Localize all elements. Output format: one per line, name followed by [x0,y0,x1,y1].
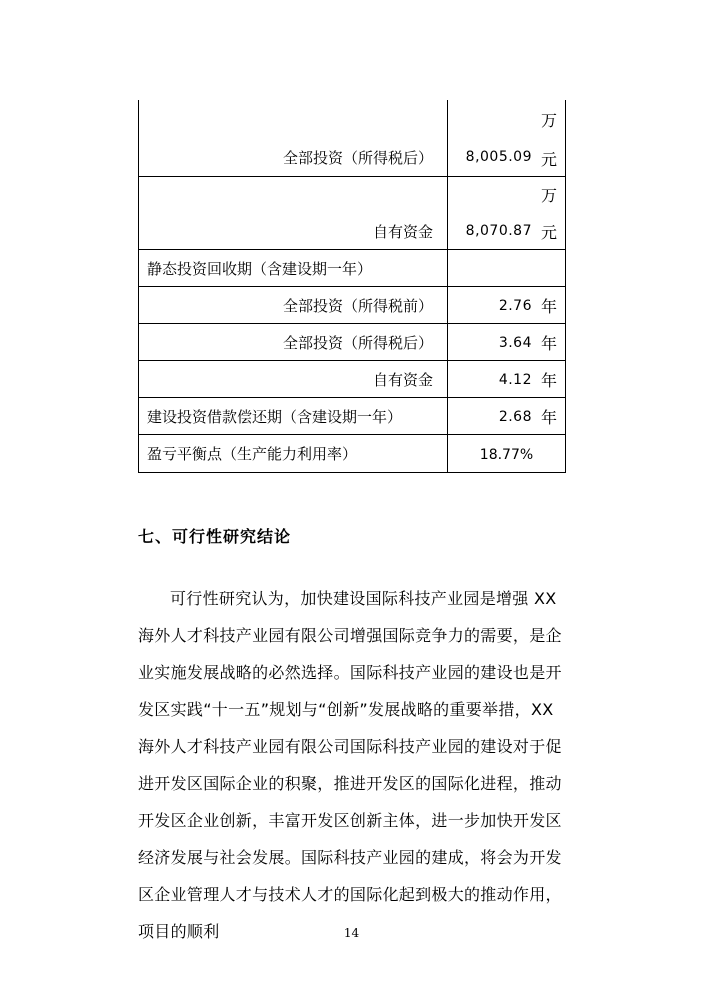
row-value: 3.64 [498,335,532,351]
row-label: 全部投资（所得税前） [282,297,433,315]
row-value: 8,070.87 [465,223,532,239]
paragraph-text: 可行性研究认为，加快建设国际科技产业园是增强 XX 海外人才科技产业园有限公司增强国际竞争力的需要，是企业实施发展战略的必然选择。国际科技产业园的建设也是开发区实践“十一五”规划与“创新”发展战略的重要举措，XX 海外人才科技产业园有限公司国际科技产业园的建设对于促进开发区国际企业的积聚，推进开发区的国际化进程，推动开发区企业创新，丰富开发区创新主体，进一步加快开发区经济发展与社会发展。国际科技产业园的建成，将会为开发区企业管理人才与技术人才的国际化起到极大的推动作用，项目的顺利 [138,589,562,941]
row-unit-line1: 万 [541,186,558,205]
row-unit: 年 [541,334,558,353]
table-row [138,250,566,287]
table-row [138,177,566,250]
row-label: 静态投资回收期（含建设期一年） [147,260,373,278]
row-label: 自有资金 [372,371,433,389]
row-value: 2.76 [498,298,532,314]
table-row [138,398,566,435]
row-value: 18.77% [479,447,534,463]
table-row [138,435,566,473]
row-unit: 年 [541,408,558,427]
body-paragraph [138,580,568,950]
row-value: 4.12 [498,372,532,388]
table-row [138,287,566,324]
row-unit: 年 [541,371,558,390]
row-label: 盈亏平衡点（生产能力利用率） [147,445,358,463]
page-number: 14 [343,926,360,940]
row-unit-line1: 万 [541,111,558,130]
row-label: 全部投资（所得税后） [282,149,433,167]
row-label: 全部投资（所得税后） [282,334,433,352]
table-row [138,100,566,177]
section-heading: 七、可行性研究结论 [138,527,292,546]
table-row [138,324,566,361]
row-value: 8,005.09 [465,149,532,165]
row-label: 自有资金 [372,223,433,241]
row-unit-line2: 元 [541,223,558,242]
row-unit-line2: 元 [541,150,558,169]
row-unit: 年 [541,297,558,316]
row-label: 建设投资借款偿还期（含建设期一年） [147,408,403,426]
table-row [138,361,566,398]
row-value: 2.68 [498,409,532,425]
